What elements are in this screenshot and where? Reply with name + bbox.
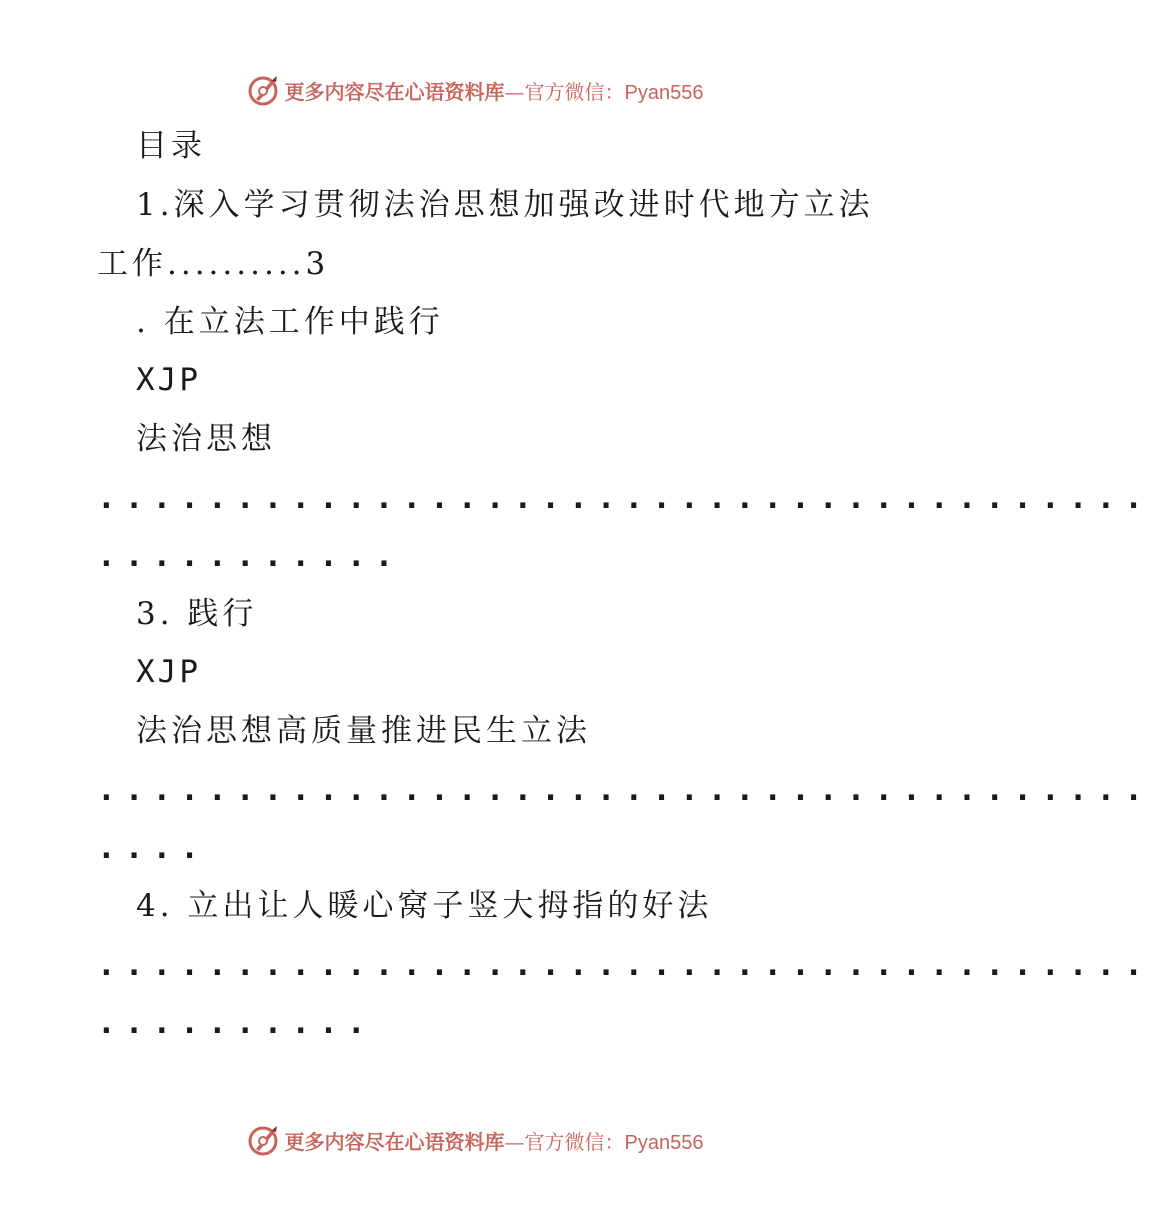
banner-wechat-id: Pyan556 xyxy=(624,81,704,104)
quill-pen-logo-icon xyxy=(247,73,281,107)
toc-entry-3-leader-dots-2: .... xyxy=(97,830,209,866)
toc-entry-3-line-1: 3. 践行 xyxy=(136,596,258,632)
banner-wechat-label: 官方微信： xyxy=(524,1129,625,1154)
banner-slogan: 更多内容尽在心语资料库 xyxy=(284,79,505,104)
banner-wechat-label: 官方微信： xyxy=(524,79,625,104)
footer-banner xyxy=(0,1118,950,1162)
toc-entry-4-line-1: 4. 立出让人暖心窝子竖大拇指的好法 xyxy=(136,888,713,924)
banner-dash: — xyxy=(504,1129,525,1154)
toc-entry-2-line-3: 法治思想 xyxy=(136,421,276,457)
toc-title: 目录 xyxy=(136,128,206,164)
toc-entry-2-leader-dots-2: ........... xyxy=(97,538,403,574)
quill-pen-logo-icon xyxy=(247,1123,281,1157)
toc-entry-3-line-2: XJP xyxy=(136,654,201,690)
banner-text xyxy=(285,1126,704,1155)
toc-entry-2-line-2: XJP xyxy=(136,362,201,398)
toc-entry-2-leader-dots-1: ...................................... xyxy=(97,480,1152,516)
banner-wechat-id: Pyan556 xyxy=(624,1131,704,1154)
toc-entry-4-leader-dots-1: ...................................... xyxy=(97,947,1152,983)
header-banner xyxy=(0,68,950,112)
banner-slogan: 更多内容尽在心语资料库 xyxy=(284,1129,505,1154)
toc-entry-1-line-2: 工作..........3 xyxy=(97,246,330,282)
toc-entry-3-leader-dots-1: ...................................... xyxy=(97,772,1152,808)
toc-entry-2-line-1: . 在立法工作中践行 xyxy=(136,304,444,340)
banner-dash: — xyxy=(504,79,525,104)
toc-entry-1-line-1: 1.深入学习贯彻法治思想加强改进时代地方立法 xyxy=(136,187,874,223)
banner-text xyxy=(285,76,704,105)
toc-entry-4-leader-dots-2: .......... xyxy=(97,1005,375,1041)
toc-entry-3-line-3: 法治思想高质量推进民生立法 xyxy=(136,713,591,749)
